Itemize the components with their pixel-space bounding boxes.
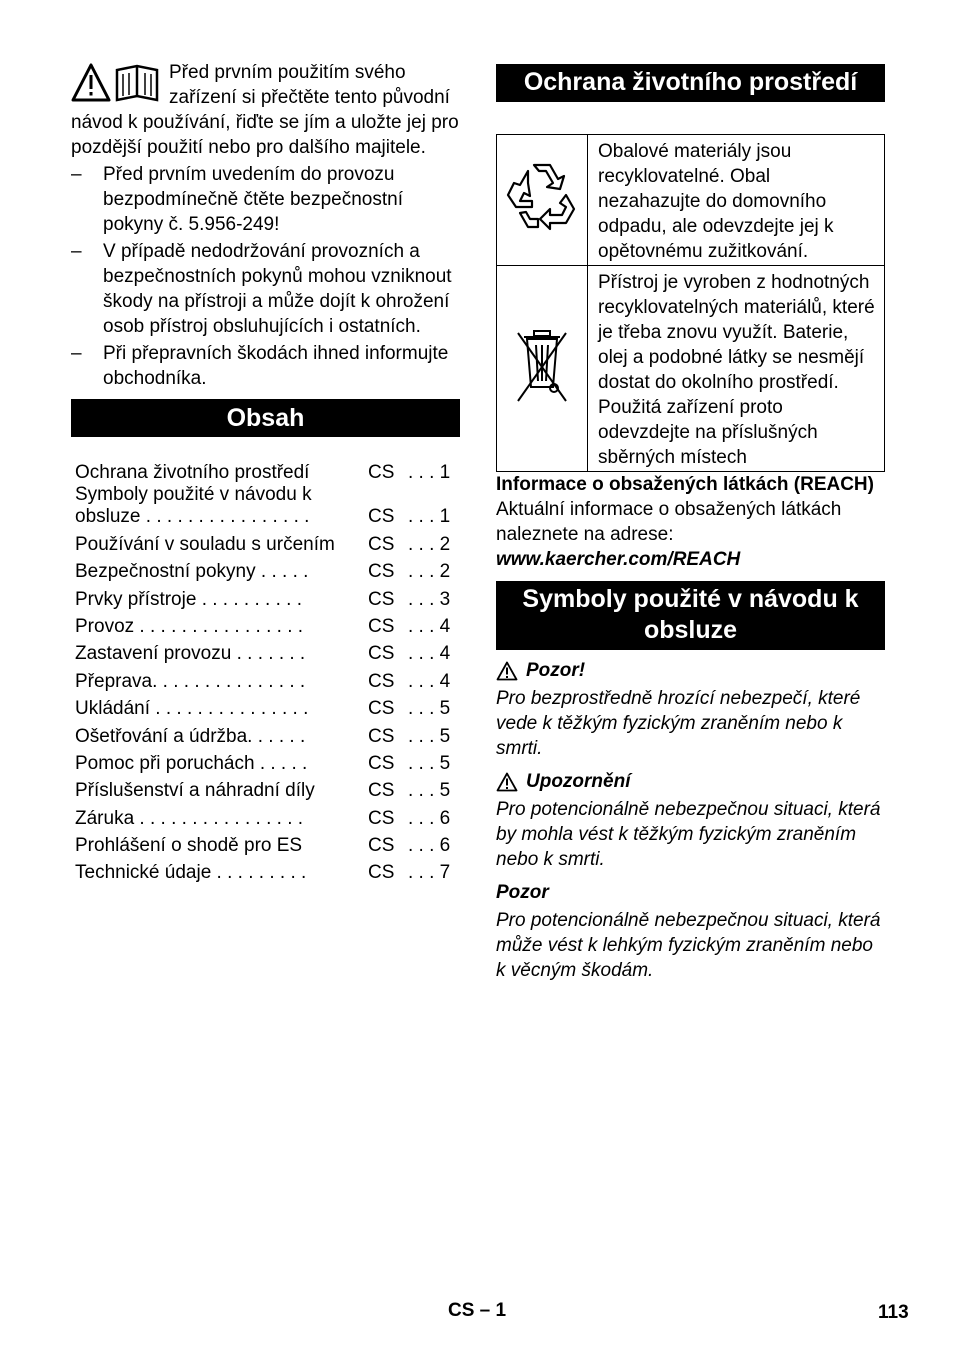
left-column [71,60,460,884]
toc-entry-lang: CS [368,862,395,884]
environment-text: Obalové materiály jsou recyklovatelné. Obal nezahazujte do domovního odpadu, ale odevzdejte jej k opětovnému zužitkování. [588,135,885,266]
toc-entry-label: Bezpečnostní pokyny . . . . . [75,561,309,583]
toc-row[interactable] [71,857,460,884]
crossed-bin-cell [497,266,588,472]
toc-entry-page: . . . 3 [408,588,451,610]
symbols-title: Symboly použité v návodu k obsluze [496,581,885,650]
toc-row[interactable] [71,611,460,638]
warning-and-manual-icon [71,62,163,104]
right-column [496,64,885,983]
toc-entry-page: . . . 5 [408,752,451,774]
symbol-heading-label: Upozornění [526,771,631,792]
environment-row [497,135,885,266]
toc-entry-lang: CS [368,780,395,802]
toc-entry-label: Pomoc při poruchách . . . . . [75,752,308,774]
intro-bullet: – Při přepravních škodách ihned informujte obchodníka. [71,341,460,391]
toc-entry-page: . . . 6 [408,835,451,857]
toc-entry-lang: CS [368,698,395,720]
symbol-heading-danger [496,658,885,683]
toc-entry-label: Technické údaje . . . . . . . . . [75,862,307,884]
symbol-description: Pro potencionálně nebezpečnou situaci, která by mohla vést k těžkým fyzickým zraněním nebo k smrti. [496,799,881,870]
toc-row[interactable] [71,665,460,692]
toc-entry-lang: CS [368,752,395,774]
toc-entry-label: Příslušenství a náhradní díly [75,780,315,802]
toc-entry-page: . . . 5 [408,725,451,747]
toc-entry-lang: CS [368,615,395,637]
toc-entry-page: . . . 1 [408,462,451,484]
toc-entry-lang: CS [368,533,395,555]
toc-entry-label: Prvky přístroje . . . . . . . . . . [75,588,302,610]
intro-text: Před prvním použitím svého zařízení si přečtěte tento původní návod k používání, řiďte se jím a uložte jej pro pozdější použití nebo pro dalšího majitele. [71,62,459,158]
toc-entry-page: . . . 4 [408,643,451,665]
toc-row[interactable] [71,748,460,775]
environment-title: Ochrana životního prostředí [496,64,885,102]
warning-triangle-icon [496,661,518,681]
recycle-icon [504,157,580,237]
toc-entry-label: Záruka . . . . . . . . . . . . . . . . [75,807,304,829]
footer-section: CS – 1 [448,1300,507,1321]
toc-row[interactable] [71,583,460,610]
reach-text: Aktuální informace o obsažených látkách naleznete na adrese: [496,499,842,545]
toc-entry-page: . . . 2 [408,533,451,555]
toc-row[interactable] [71,484,460,528]
toc-row[interactable] [71,830,460,857]
toc-entry-page: . . . 6 [408,807,451,829]
toc-entry-label: Používání v souladu s určením [75,533,335,555]
toc-entry-lang: CS [368,835,395,857]
toc-entry-label: Prohlášení o shodě pro ES [75,835,303,857]
toc-entry-label: Ochrana životního prostředí [75,462,310,484]
toc-entry-page: . . . 1 [408,506,451,528]
toc-row[interactable] [71,638,460,665]
environment-text: Přístroj je vyroben z hodnotných recyklovatelných materiálů, které je třeba znovu využít. Baterie, olej a podobné látky se nesmějí dostat do okolního prostředí. Použitá zařízení proto odevzdejte na příslušných sběrných místech [588,266,885,472]
symbol-description: Pro bezprostředně hrozící nebezpečí, které vede k těžkým fyzickým zraněním nebo k smrti. [496,688,861,759]
toc-row[interactable] [71,528,460,555]
toc-entry-lang: CS [368,725,395,747]
toc-entry-label: Symboly použité v návodu k obsluze . . . . . . . . . . . . . . . . [75,484,312,528]
toc-entry-page: . . . 4 [408,615,451,637]
intro-block [71,60,460,160]
toc-entry-page: . . . 5 [408,698,451,720]
toc-entry-lang: CS [368,561,395,583]
toc-title: Obsah [71,399,460,437]
toc-row[interactable] [71,802,460,829]
environment-row [497,266,885,472]
toc-entry-lang: CS [368,588,395,610]
toc-entry-lang: CS [368,670,395,692]
warning-triangle-icon [496,772,518,792]
toc-entry-lang: CS [368,807,395,829]
symbol-heading-warning [496,769,885,794]
toc-row[interactable] [71,693,460,720]
toc-row[interactable] [71,457,460,484]
page-number: 113 [878,1302,909,1323]
intro-bullet-list [71,162,460,391]
toc-row[interactable] [71,556,460,583]
toc-entry-page: . . . 5 [408,780,451,802]
toc-entry-lang: CS [368,462,395,484]
crossed-bin-icon [514,325,570,405]
toc-entry-label: Ukládání . . . . . . . . . . . . . . . [75,698,309,720]
toc-entry-lang: CS [368,506,395,528]
toc-entry-lang: CS [368,643,395,665]
toc-entry-page: . . . 4 [408,670,451,692]
environment-table [496,134,885,472]
symbol-heading-caution [496,880,885,905]
toc-row[interactable] [71,775,460,802]
symbol-description: Pro potencionálně nebezpečnou situaci, která může vést k lehkým fyzickým zraněním nebo k věcným škodám. [496,910,881,981]
symbol-heading-label: Pozor! [526,660,586,681]
symbol-heading-label: Pozor [496,882,549,903]
toc-row[interactable] [71,720,460,747]
intro-bullet: – Před prvním uvedením do provozu bezpodmínečně čtěte bezpečnostní pokyny č. 5.956-249! [71,162,460,237]
reach-title: Informace o obsažených látkách (REACH) [496,474,874,495]
toc-entry-page: . . . 2 [408,561,451,583]
recycle-cell [497,135,588,266]
toc-entry-label: Zastavení provozu . . . . . . . [75,643,306,665]
toc-table [71,457,460,884]
intro-bullet: – V případě nedodržování provozních a bezpečnostních pokynů mohou vzniknout škody na přístroji a může dojít k ohrožení osob přístroj obsluhujících i ostatních. [71,239,460,339]
toc-entry-label: Přeprava. . . . . . . . . . . . . . . [75,670,306,692]
toc-entry-label: Provoz . . . . . . . . . . . . . . . . [75,615,304,637]
toc-entry-page: . . . 7 [408,862,451,884]
toc-entry-label: Ošetřování a údržba. . . . . . [75,725,306,747]
reach-link[interactable]: www.kaercher.com/REACH [496,549,741,570]
